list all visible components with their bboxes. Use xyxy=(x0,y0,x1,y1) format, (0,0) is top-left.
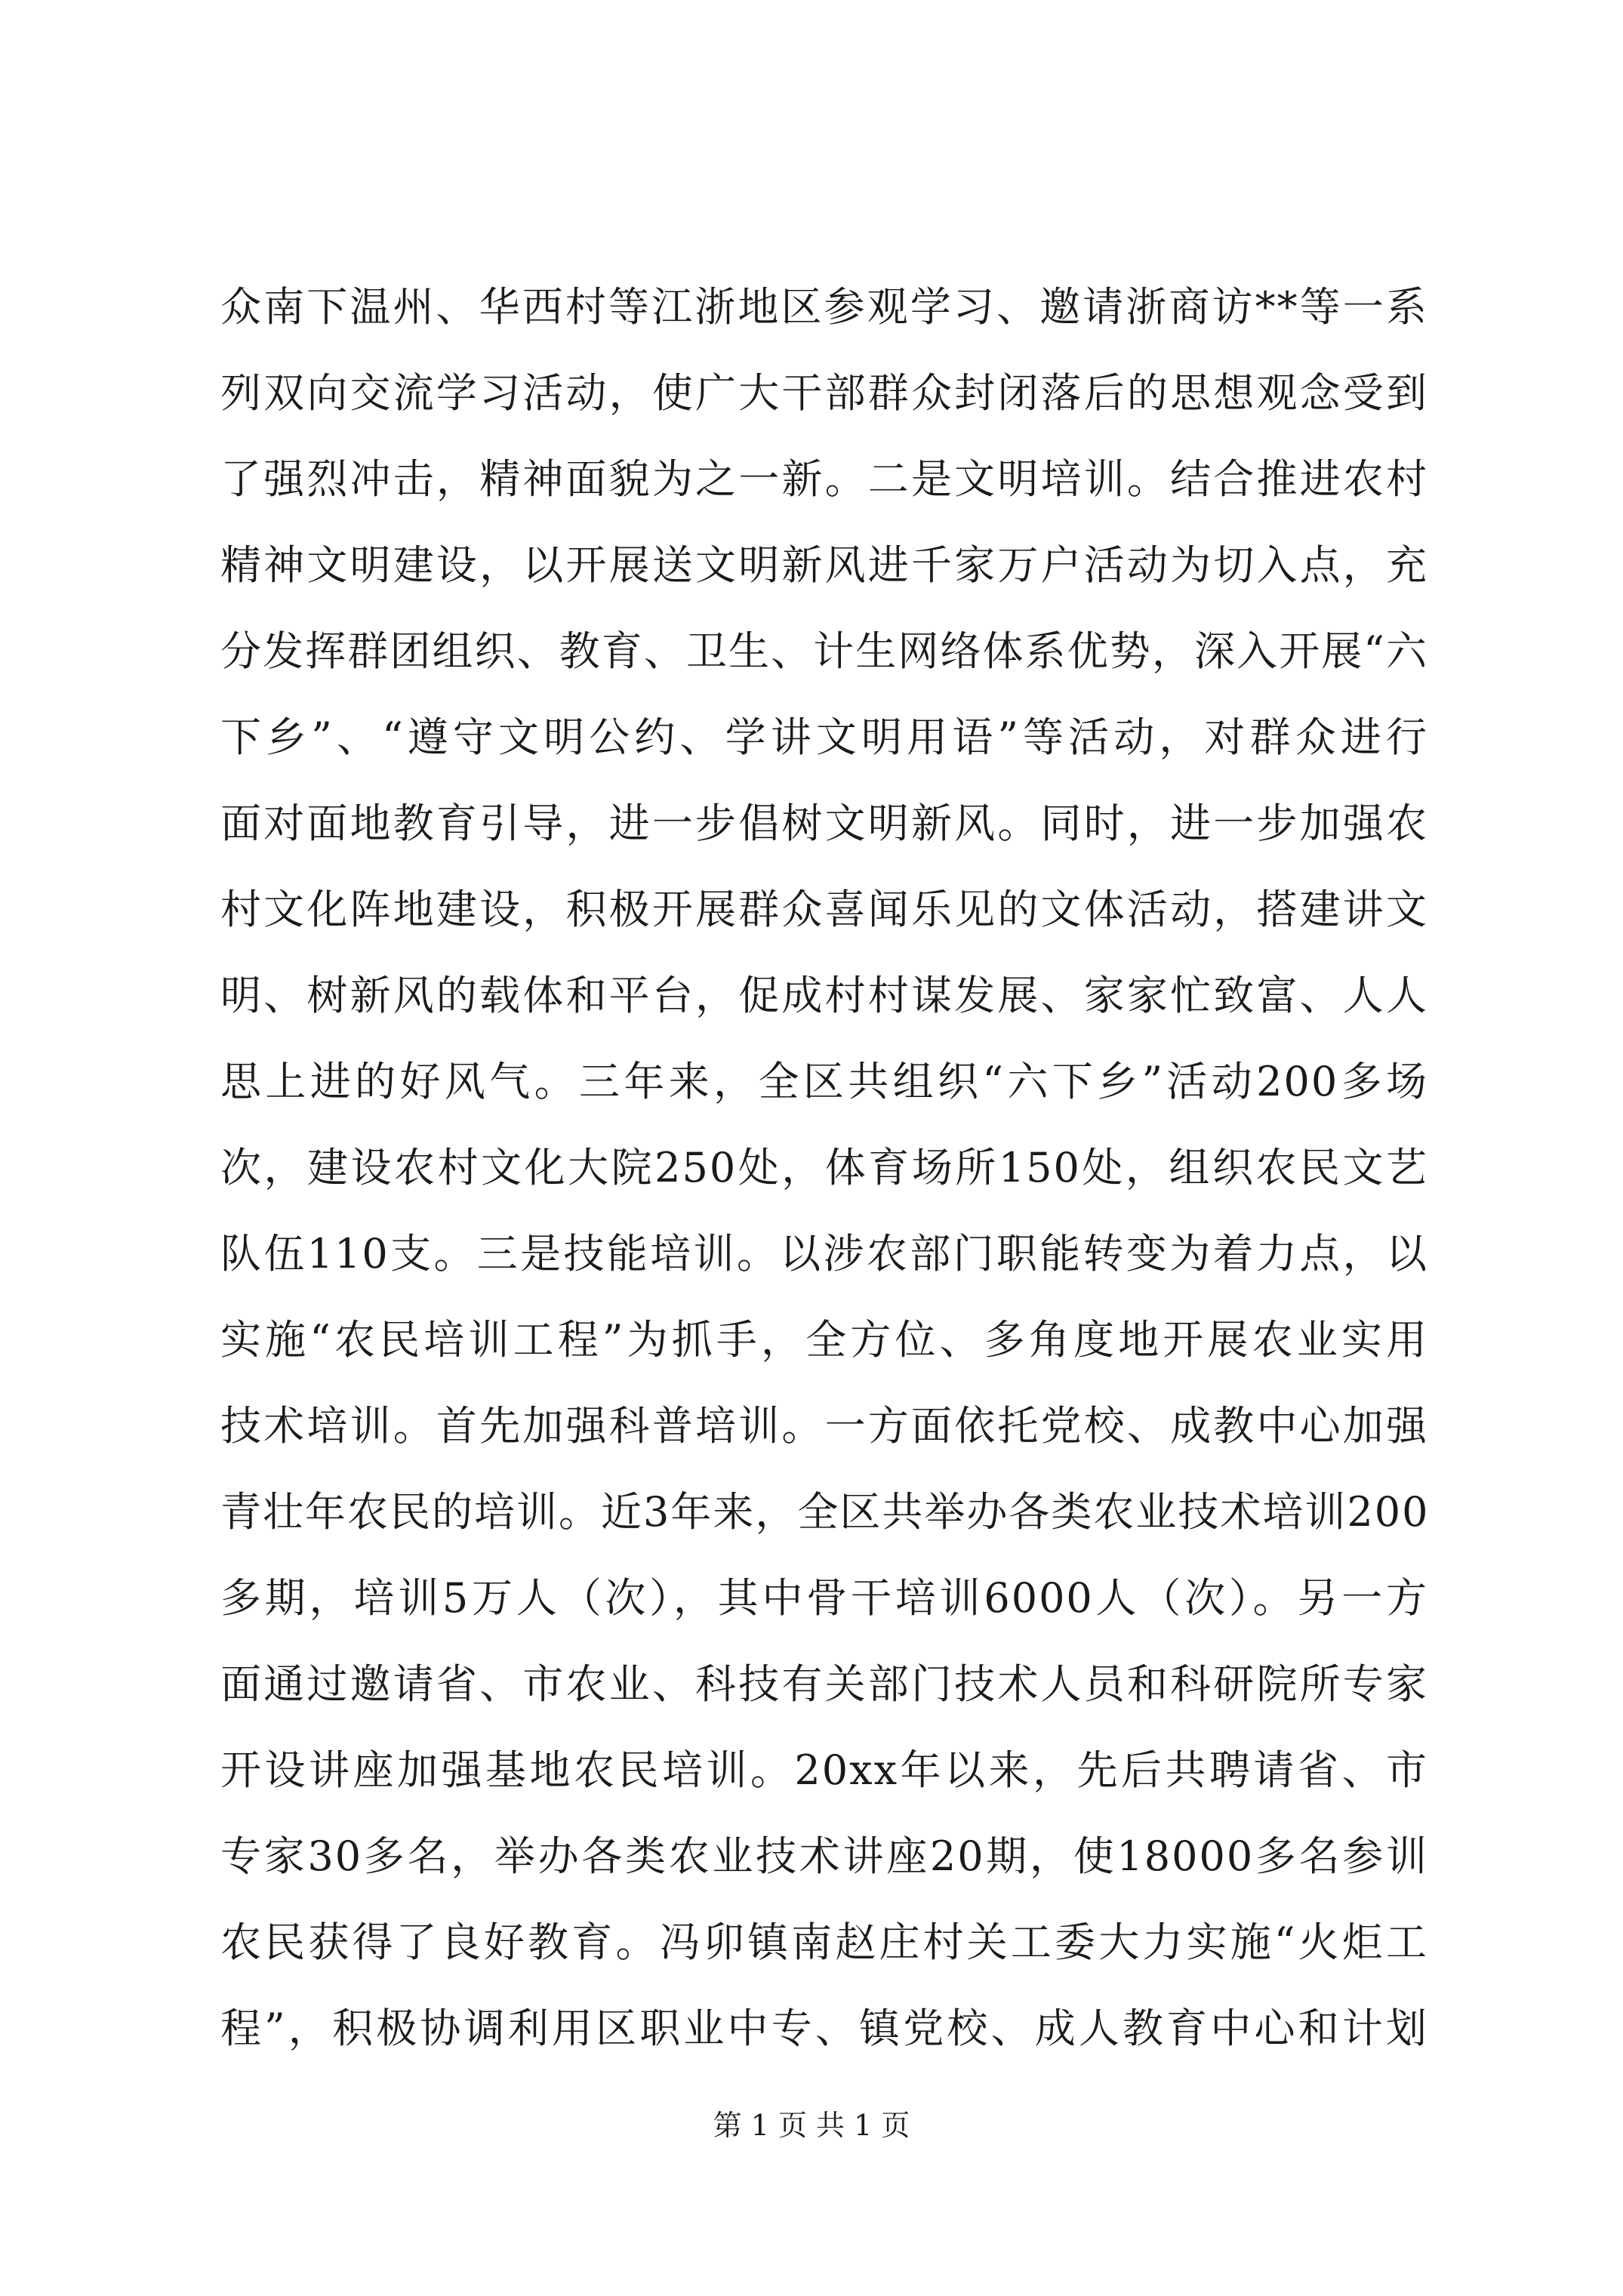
text-line: 了强烈冲击，精神面貌为之一新。二是文明培训。结合推进农村 xyxy=(220,455,1428,503)
text-line: 开设讲座加强基地农民培训。20xx年以来，先后共聘请省、市 xyxy=(220,1746,1428,1794)
text-line: 农民获得了良好教育。冯卯镇南赵庄村关工委大力实施“火炬工 xyxy=(220,1918,1428,1966)
text-line: 面对面地教育引导，进一步倡树文明新风。同时，进一步加强农 xyxy=(220,800,1428,847)
text-line: 技术培训。首先加强科普培训。一方面依托党校、成教中心加强 xyxy=(220,1402,1428,1450)
text-line: 专家30多名，举办各类农业技术讲座20期，使18000多名参训 xyxy=(220,1832,1428,1880)
text-line: 精神文明建设，以开展送文明新风进千家万户活动为切入点，充 xyxy=(220,541,1428,589)
text-line: 面通过邀请省、市农业、科技有关部门技术人员和科研院所专家 xyxy=(220,1660,1428,1708)
text-line: 分发挥群团组织、教育、卫生、计生网络体系优势，深入开展“六 xyxy=(220,627,1428,675)
text-line: 思上进的好风气。三年来，全区共组织“六下乡”活动200多场 xyxy=(220,1058,1428,1105)
page-footer: 第 1 页 共 1 页 xyxy=(713,2109,910,2142)
text-line: 明、树新风的载体和平台，促成村村谋发展、家家忙致富、人人 xyxy=(220,972,1428,1019)
text-line: 青壮年农民的培训。近3年来，全区共举办各类农业技术培训200 xyxy=(220,1488,1430,1536)
text-line: 实施“农民培训工程”为抓手，全方位、多角度地开展农业实用 xyxy=(220,1316,1428,1364)
text-line: 程”，积极协调利用区职业中专、镇党校、成人教育中心和计划 xyxy=(220,2005,1428,2052)
body-text xyxy=(220,264,1428,2072)
text-line: 列双向交流学习活动，使广大干部群众封闭落后的思想观念受到 xyxy=(220,369,1428,417)
text-line: 次，建设农村文化大院250处，体育场所150处，组织农民文艺 xyxy=(220,1144,1428,1191)
text-line: 队伍110支。三是技能培训。以涉农部门职能转变为着力点，以 xyxy=(220,1230,1428,1277)
text-line: 多期，培训5万人（次），其中骨干培训6000人（次）。另一方 xyxy=(220,1574,1428,1622)
text-line: 下乡”、“遵守文明公约、学讲文明用语”等活动，对群众进行 xyxy=(220,713,1428,761)
text-line: 众南下温州、华西村等江浙地区参观学习、邀请浙商访**等一系 xyxy=(220,283,1428,331)
text-line: 村文化阵地建设，积极开展群众喜闻乐见的文体活动，搭建讲文 xyxy=(220,886,1428,933)
